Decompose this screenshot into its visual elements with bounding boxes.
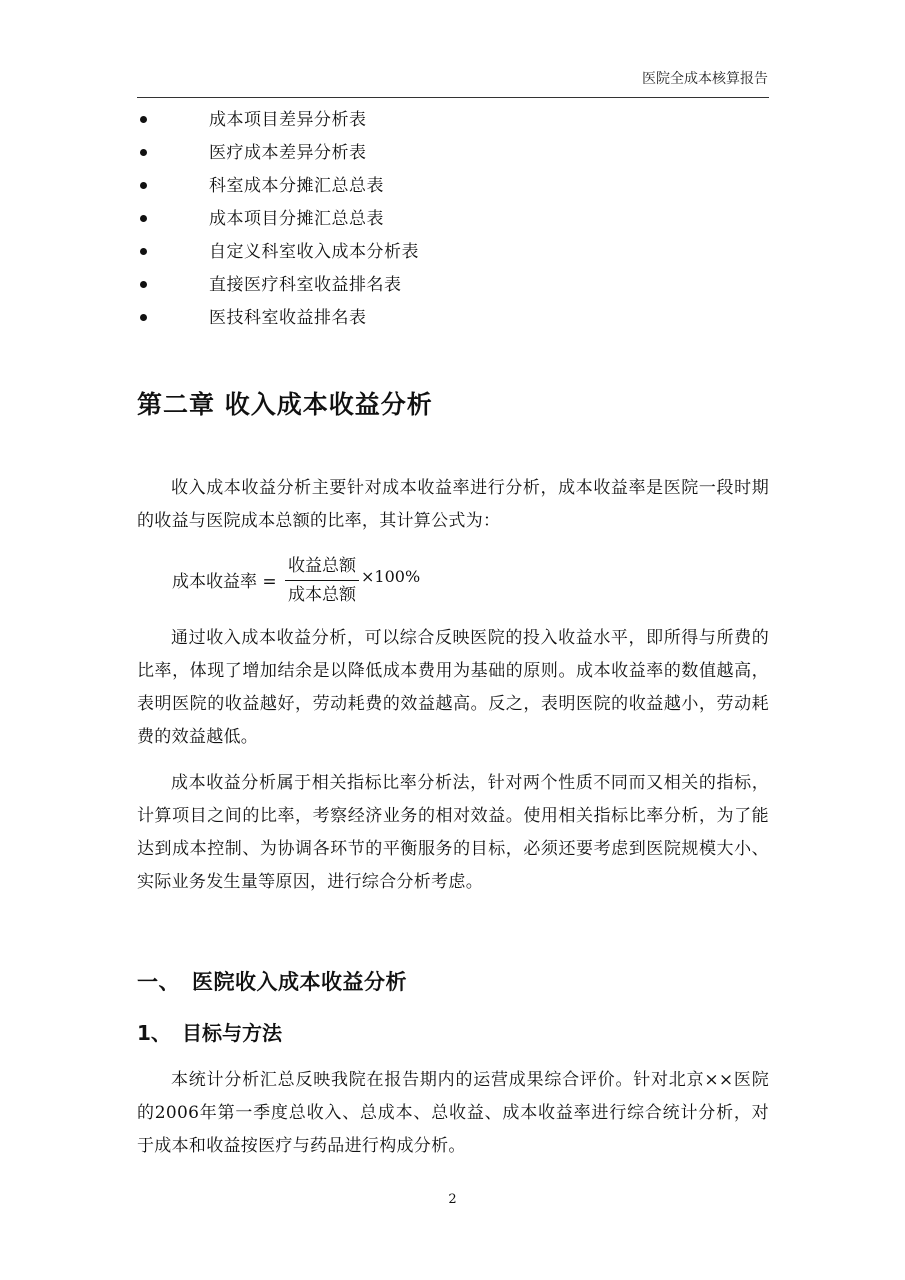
page-number: 2 <box>448 1192 457 1207</box>
list-item <box>137 273 769 306</box>
list-item <box>137 174 769 207</box>
subsection-heading <box>137 1017 282 1046</box>
list-item <box>137 141 769 174</box>
formula-lhs: 成本收益率 = <box>172 572 277 592</box>
method-paragraph: 成本收益分析属于相关指标比率分析法，针对两个性质不同而又相关的指标，计算项目之间的比率，考察经济业务的相对效益。使用相关指标比率分析，为了能达到成本控制、为协调各环节的平衡服务的目标，必须还要考虑到医院规模大小、实际业务发生量等原因，进行综合分析考虑。 <box>137 773 769 892</box>
report-table-list <box>137 108 769 339</box>
objective-paragraph: 本统计分析汇总反映我院在报告期内的运营成果综合评价。针对北京××医院的2006年第一季度总收入、总成本、总收益、成本收益率进行综合统计分析，对于成本和收益按医疗与药品进行构成分析。 <box>137 1070 769 1156</box>
list-item <box>137 306 769 339</box>
page-header-title: 医院全成本核算报告 <box>642 71 768 87</box>
list-item-text: 医疗成本差异分析表 <box>209 143 367 163</box>
formula-numerator: 收益总额 <box>288 556 356 576</box>
list-item-text: 医技科室收益排名表 <box>209 308 367 328</box>
bullet-icon <box>140 182 147 189</box>
list-item <box>137 207 769 240</box>
section-number: 一、 <box>137 970 180 994</box>
header-divider <box>137 97 769 98</box>
list-item-text: 成本项目分摊汇总总表 <box>209 209 384 229</box>
bullet-icon <box>140 215 147 222</box>
formula-denominator: 成本总额 <box>288 585 356 605</box>
bullet-icon <box>140 314 147 321</box>
list-item-text: 成本项目差异分析表 <box>209 110 367 130</box>
bullet-icon <box>140 116 147 123</box>
list-item-text: 自定义科室收入成本分析表 <box>209 242 419 262</box>
section-heading <box>137 966 407 996</box>
bullet-icon <box>140 248 147 255</box>
meaning-paragraph: 通过收入成本收益分析，可以综合反映医院的投入收益水平，即所得与所费的比率，体现了增加结余是以降低成本费用为基础的原则。成本收益率的数值越高，表明医院的收益越好，劳动耗费的效益越高。反之，表明医院的收益越小，劳动耗费的效益越低。 <box>137 628 769 747</box>
intro-paragraph: 收入成本收益分析主要针对成本收益率进行分析，成本收益率是医院一段时期的收益与医院成本总额的比率，其计算公式为： <box>137 478 769 531</box>
bullet-icon <box>140 149 147 156</box>
subsection-title: 目标与方法 <box>182 1021 282 1045</box>
subsection-number: 1、 <box>137 1021 171 1045</box>
bullet-icon <box>140 281 147 288</box>
chapter-title: 第二章 收入成本收益分析 <box>137 390 433 419</box>
fraction-bar <box>285 580 359 581</box>
list-item <box>137 240 769 273</box>
formula-rhs: ×100% <box>361 567 421 586</box>
section-title: 医院收入成本收益分析 <box>192 970 407 994</box>
list-item-text: 科室成本分摊汇总总表 <box>209 176 384 196</box>
list-item-text: 直接医疗科室收益排名表 <box>209 275 402 295</box>
formula-fraction <box>285 554 359 607</box>
list-item <box>137 108 769 141</box>
